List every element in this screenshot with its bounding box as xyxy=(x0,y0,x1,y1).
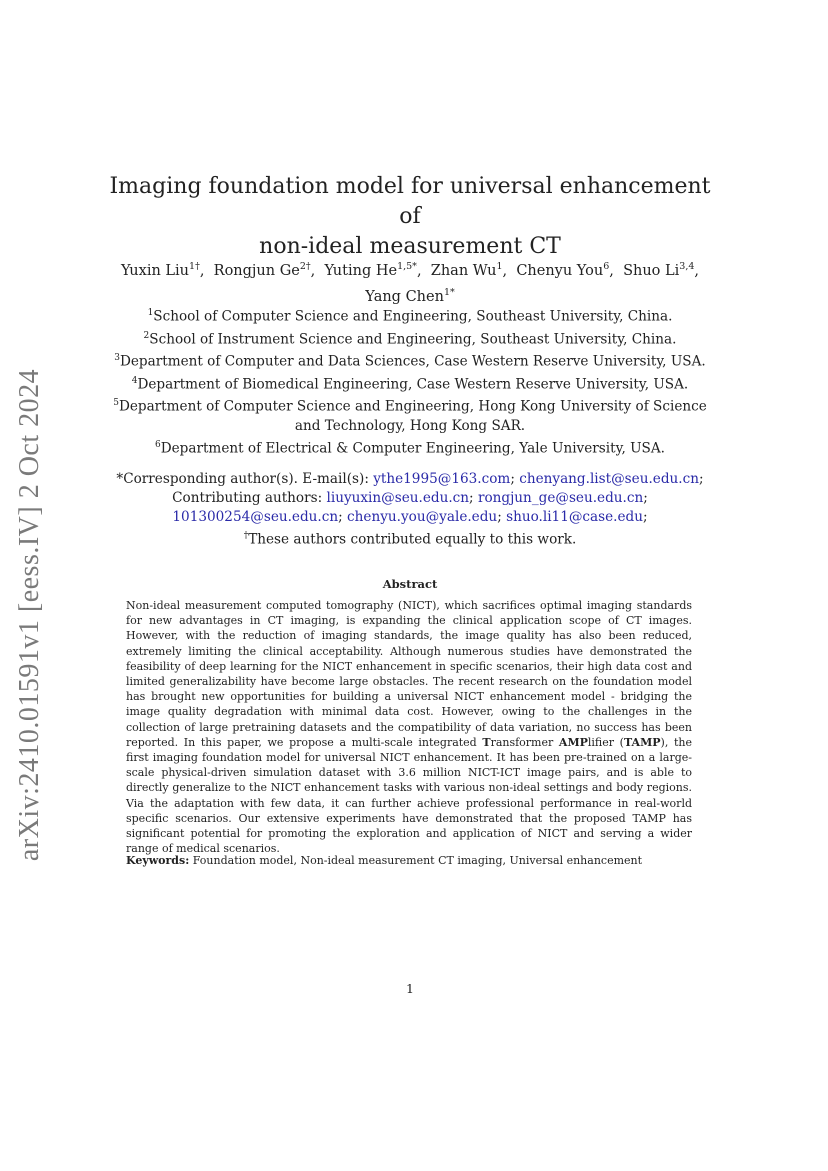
author: Yuxin Liu$^{1\dagger}$, xyxy=(121,261,205,279)
page-number: 1 xyxy=(406,981,414,996)
email-link[interactable]: rongjun_ge@seu.edu.cn xyxy=(477,490,644,506)
affiliation: $^6$Department of Electrical & Computer Engineering, Yale University, USA. xyxy=(154,439,665,457)
email-link[interactable]: ythe1995@163.com xyxy=(373,471,511,487)
email-link[interactable]: liuyuxin@seu.edu.cn xyxy=(326,490,470,506)
email-link[interactable]: shuo.li11@case.edu xyxy=(506,509,643,525)
keywords xyxy=(126,853,692,868)
equal-contribution-note: †These authors contributed equally to this work. xyxy=(243,531,577,548)
affiliation: $^2$School of Instrument Science and Engineering, Southeast University, China. xyxy=(143,330,677,348)
author: Zhan Wu$^1$, xyxy=(430,261,508,279)
abstract-body: Non-ideal measurement computed tomography (NICT), which sacrifices optimal imaging standards for new advantages in CT imaging, is expanding the clinical application scope of CT images. However, with the reduction of imaging standards, the image quality has also been reduced, extremely limiting the clinical acceptability. Although numerous studies have demonstrated the feasibility of deep learning for the NICT enhancement in specific scenarios, their high data cost and limited generalizability have become large obstacles. The recent research on the foundation model has brought new opportunities for building a universal NICT enhancement model - bridging the image quality degradation with minimal data cost. However, owing to the challenges in the collection of large pretraining datasets and the compatibility of data variation, no success has been reported. In this paper, we propose a multi-scale integrated Transformer AMPlifier (TAMP), the first imaging foundation model for universal NICT enhancement. It has been pre-trained on a large-scale physical-driven simulation dataset with 3.6 million NICT-ICT image pairs, and is able to directly generalize to the NICT enhancement tasks with various non-ideal settings and body regions. Via the adaptation with few data, it can further achieve professional performance in real-world specific scenarios. Our extensive experiments have demonstrated that the proposed TAMP has significant potential for promoting the exploration and application of NICT and serving a wider range of medical scenarios. xyxy=(126,599,692,856)
email-link[interactable]: 101300254@seu.edu.cn xyxy=(172,509,339,525)
author: Yang Chen$^{1*}$ xyxy=(365,286,455,305)
author: Chenyu You$^6$, xyxy=(516,261,614,279)
title-line-1: Imaging foundation model for universal enhancement of xyxy=(109,174,711,229)
keywords-label: Keywords: xyxy=(126,854,190,867)
affiliation: $^5$Department of Computer Science and Engineering, Hong Kong University of Science and Technology, Hong Kong SAR. xyxy=(113,398,707,434)
abstract-heading: Abstract xyxy=(382,577,438,591)
corresponding-line: *Corresponding author(s). E-mail(s): ythe1995@163.com; chenyang.list@seu.edu.cn; xyxy=(116,471,704,487)
keywords-text: Foundation model, Non-ideal measurement CT imaging, Universal enhancement xyxy=(192,854,643,867)
affiliation: $^1$School of Computer Science and Engineering, Southeast University, China. xyxy=(147,308,673,325)
contributing-line: Contributing authors: liuyuxin@seu.edu.cn; rongjun_ge@seu.edu.cn; xyxy=(172,490,648,506)
contributing-line-2: 101300254@seu.edu.cn; chenyu.you@yale.edu; shuo.li11@case.edu; xyxy=(172,509,648,525)
correspondence-block xyxy=(100,470,720,550)
author: Rongjun $Ge^{2\dagger}$, xyxy=(213,261,316,279)
email-link[interactable]: chenyang.list@seu.edu.cn xyxy=(519,471,699,487)
affiliations xyxy=(100,304,720,458)
arxiv-identifier: arXiv:2410.01591v1 [eess.IV] 2 Oct 2024 xyxy=(14,368,45,862)
paper-title xyxy=(100,172,720,262)
author-list xyxy=(90,256,730,308)
email-link[interactable]: chenyu.you@yale.edu xyxy=(347,509,498,525)
title-line-2: non-ideal measurement CT xyxy=(259,234,561,259)
author: Shuo Li$^{3,4}$, xyxy=(623,261,699,279)
arxiv-sidebar xyxy=(8,370,52,860)
affiliation: $^4$Department of Biomedical Engineering, Case Western Reserve University, USA. xyxy=(131,375,689,393)
affiliation: $^3$Department of Computer and Data Sciences, Case Western Reserve University, USA. xyxy=(114,353,706,370)
author: Yuting $He^{1,5*}$, xyxy=(324,261,422,279)
